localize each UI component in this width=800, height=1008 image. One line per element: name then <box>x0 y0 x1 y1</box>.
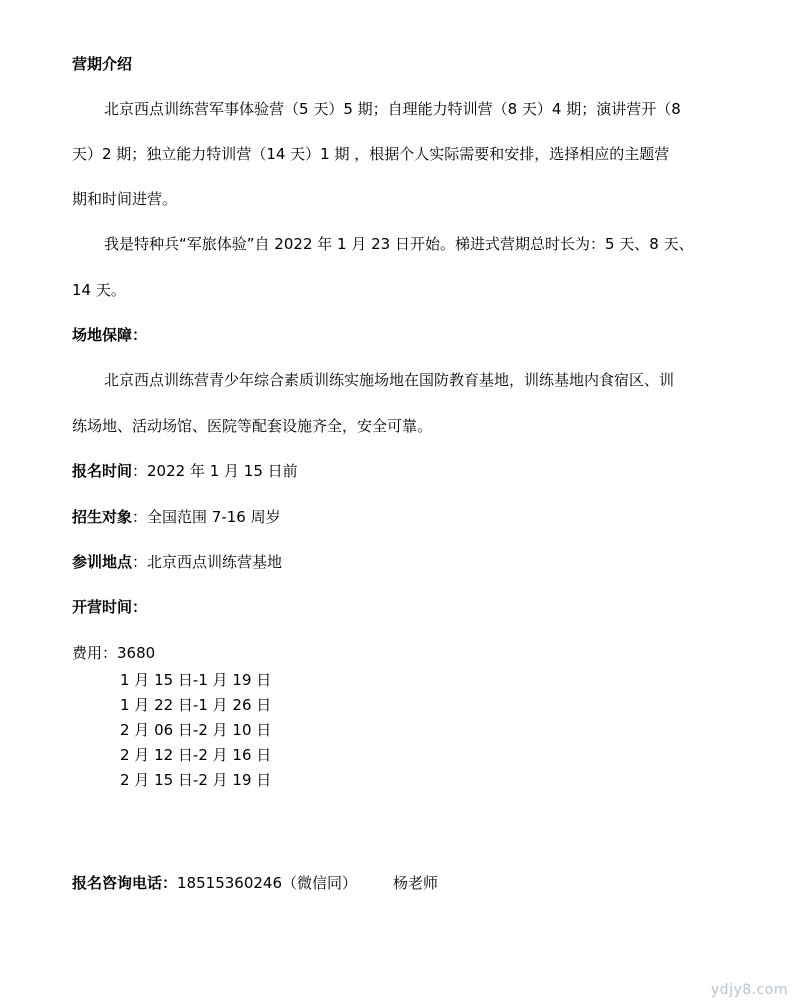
contact-teacher: 杨老师 <box>393 874 439 892</box>
signup-time-label: 报名时间 <box>72 462 133 480</box>
training-location-value: ：北京西点训练营基地 <box>132 553 283 571</box>
session-date: 1 月 22 日-1 月 26 日 <box>120 696 272 714</box>
venue-heading: 场地保障： <box>72 326 148 344</box>
intro-heading: 营期介绍 <box>72 55 133 73</box>
enrollment-target-label: 招生对象 <box>72 508 133 526</box>
site-watermark: ydjy8.com <box>710 982 788 998</box>
signup-time <box>72 464 298 479</box>
fee-line: 费用：3680 <box>72 644 156 662</box>
intro-paragraph-1-line-1: 北京西点训练营军事体验营（5 天）5 期；自理能力特训营（8 天）4 期；演讲营开（8 <box>104 100 681 118</box>
session-date: 2 月 12 日-2 月 16 日 <box>120 746 272 764</box>
contact-label: 报名咨询电话： <box>72 874 178 892</box>
intro-paragraph-2-line-2: 14 天。 <box>72 281 126 299</box>
intro-paragraph-1-line-2: 天）2 期；独立能力特训营（14 天）1 期 ，根据个人实际需要和安排，选择相应的主题营 <box>72 145 670 163</box>
training-location <box>72 555 282 570</box>
venue-paragraph-line-2: 练场地、活动场馆、医院等配套设施齐全，安全可靠。 <box>72 417 433 435</box>
session-date: 2 月 06 日-2 月 10 日 <box>120 721 272 739</box>
contact-line <box>72 876 438 891</box>
session-date: 2 月 15 日-2 月 19 日 <box>120 771 272 789</box>
training-location-label: 参训地点 <box>72 553 133 571</box>
opening-time-heading: 开营时间： <box>72 598 148 616</box>
intro-paragraph-1-line-3: 期和时间进营。 <box>72 190 178 208</box>
intro-paragraph-2-line-1: 我是特种兵“军旅体验”自 2022 年 1 月 23 日开始。梯进式营期总时长为：5 天、8 天、 <box>104 235 694 253</box>
session-date: 1 月 15 日-1 月 19 日 <box>120 671 272 689</box>
venue-paragraph-line-1: 北京西点训练营青少年综合素质训练实施场地在国防教育基地，训练基地内食宿区、训 <box>104 371 675 389</box>
contact-phone: 18515360246（微信同） <box>177 874 357 892</box>
enrollment-target <box>72 510 281 525</box>
enrollment-target-value: ：全国范围 7-16 周岁 <box>132 508 281 526</box>
signup-time-value: ：2022 年 1 月 15 日前 <box>132 462 298 480</box>
